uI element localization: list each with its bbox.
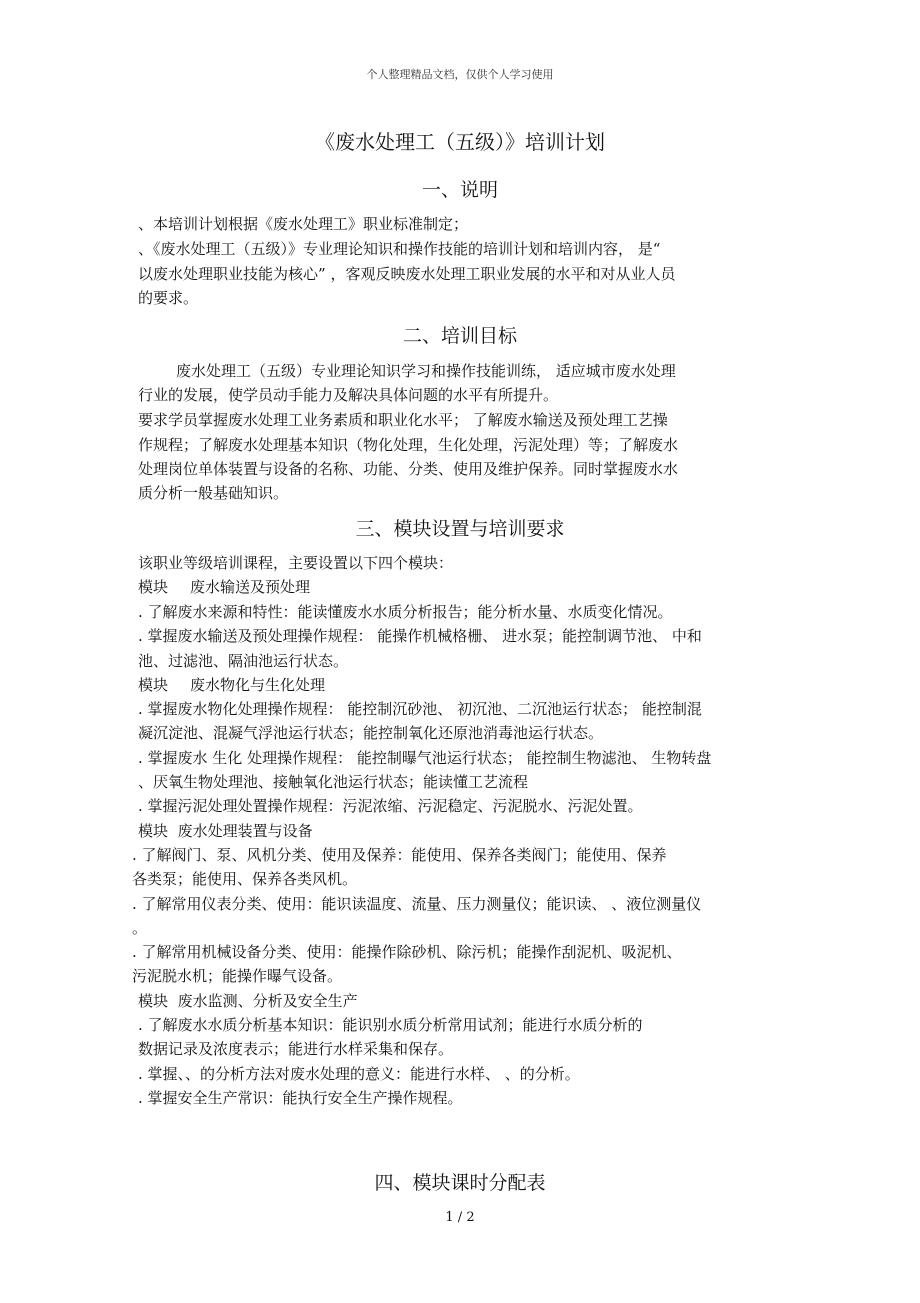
page-number: 1 / 2 (445, 1210, 475, 1225)
module-line: . 掌握安全生产常识：能执行安全生产操作规程。 (138, 1089, 463, 1107)
module-4-title (138, 990, 358, 1011)
module-label: 模块 (138, 822, 169, 840)
section-2-heading: 二、培训目标 (402, 325, 517, 347)
module-2-title (138, 674, 325, 695)
module-line: . 掌握废水物化处理操作规程： 能控制沉砂池、 初沉池、二沉池运行状态； 能控制混 (138, 700, 702, 718)
module-line: 数据记录及浓度表示；能进行水样采集和保存。 (138, 1040, 454, 1058)
module-name: 废水处理装置与设备 (177, 822, 313, 840)
module-line: 凝沉淀池、混凝气浮池运行状态；能控制氧化还原池消毒池运行状态。 (138, 724, 604, 742)
module-line: . 了解废水来源和特性：能读懂废水水质分析报告；能分析水量、水质变化情况。 (138, 603, 673, 621)
module-line: . 掌握废水输送及预处理操作规程： 能操作机械格栅、 进水泵；能控制调节池、 中和 (138, 627, 702, 645)
paragraph-line: 质分析一般基础知识。 (138, 484, 289, 502)
module-line: . 了解废水水质分析基本知识：能识别水质分析常用试剂；能进行水质分析的 (138, 1016, 643, 1034)
paragraph-line: 以废水处理职业技能为核心” ，客观反映废水处理工职业发展的水平和对从业人员 (138, 265, 676, 283)
module-name: 废水监测、分析及安全生产 (177, 992, 358, 1010)
paragraph-line: 、本培训计划根据《废水处理工》职业标准制定； (138, 215, 469, 233)
module-line: . 了解常用仪表分类、使用：能识读温度、流量、压力测量仪；能识读、 、液位测量仪 (132, 895, 702, 913)
module-1-title (138, 576, 310, 597)
paragraph-line: 的要求。 (138, 289, 199, 307)
paragraph-line: 废水处理工（五级）专业理论知识学习和操作技能训练， 适应城市废水处理 (176, 362, 676, 380)
module-label: 模块 (138, 992, 169, 1010)
module-line: 污泥脱水机；能操作曝气设备。 (132, 967, 343, 985)
paragraph-line: 要求学员掌握废水处理工业务素质和职业化水平； 了解废水输送及预处理工艺操 (138, 411, 668, 429)
module-3-title (138, 820, 313, 841)
module-line: 各类泵；能使用、保养各类风机。 (132, 870, 358, 888)
paragraph-line: 行业的发展，使学员动手能力及解决具体问题的水平有所提升。 (138, 386, 559, 404)
paragraph-line: 处理岗位单体装置与设备的名称、功能、分类、使用及维护保养。同时掌握废水水 (138, 460, 679, 478)
section-3-heading: 三、模块设置与培训要求 (355, 518, 565, 540)
module-line: 池、过滤池、隔油池运行状态。 (138, 652, 349, 670)
document-title: 《废水处理工（五级）》培训计划 (315, 130, 605, 154)
page-header: 个人整理精品文档，仅供个人学习使用 (366, 68, 554, 81)
module-line: . 掌握废水 生化 处理操作规程： 能控制曝气池运行状态； 能控制生物滤池、 生物转盘 (138, 749, 712, 767)
section-1-heading: 一、说明 (421, 179, 498, 201)
section-3-intro: 该职业等级培训课程，主要设置以下四个模块： (138, 554, 454, 572)
module-line: . 掌握污泥处理处置操作规程：污泥浓缩、污泥稳定、污泥脱水、污泥处置。 (138, 797, 643, 815)
module-line: 、厌氧生物处理池、接触氧化池运行状态；能读懂工艺流程 (138, 773, 529, 791)
section-4-heading: 四、模块课时分配表 (374, 1172, 546, 1194)
module-name: 废水输送及预处理 (190, 578, 311, 596)
module-label: 模块 (138, 676, 169, 694)
module-name: 废水物化与生化处理 (190, 676, 326, 694)
module-label: 模块 (138, 578, 169, 596)
module-line: . 掌握、、的分析方法对废水处理的意义：能进行水样、 、的分析。 (138, 1065, 580, 1083)
module-line: . 了解常用机械设备分类、使用：能操作除砂机、除污机；能操作刮泥机、吸泥机、 (132, 943, 682, 961)
paragraph-line: 作规程；了解废水处理基本知识（物化处理，生化处理，污泥处理）等；了解废水 (138, 436, 679, 454)
paragraph-line: 、《废水处理工（五级）》专业理论知识和操作技能的培训计划和培训内容， 是“ (138, 240, 661, 258)
module-line: 。 (132, 919, 148, 937)
module-line: . 了解阀门、泵、风机分类、使用及保养：能使用、保养各类阀门；能使用、保养 (132, 846, 667, 864)
